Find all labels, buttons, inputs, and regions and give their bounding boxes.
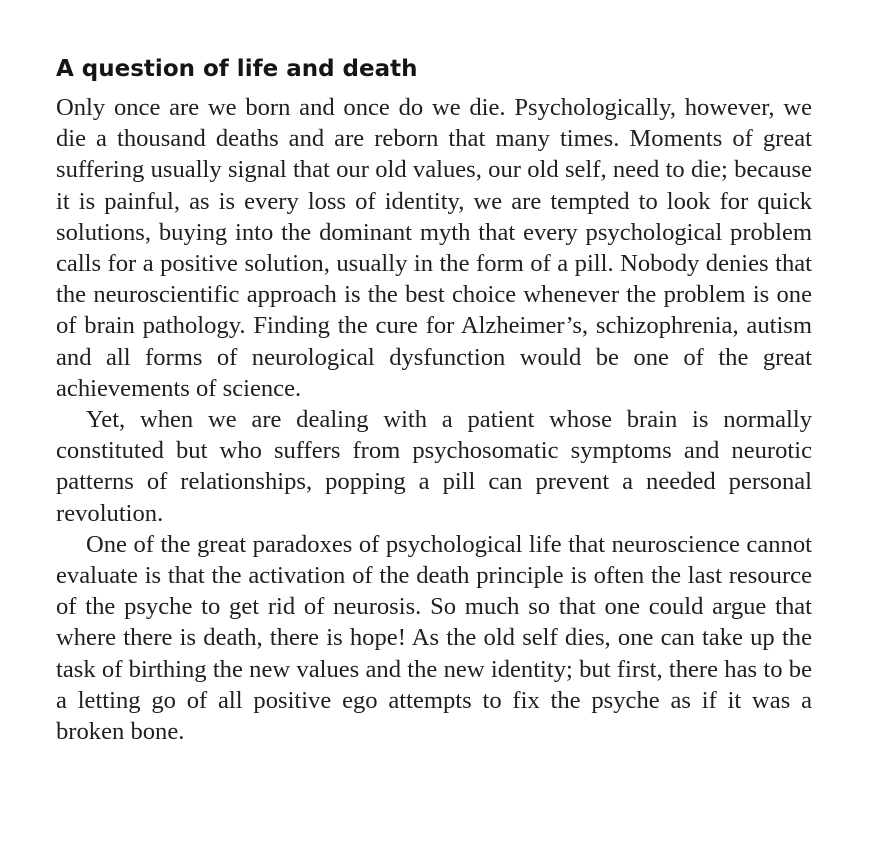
paragraph-3: One of the great paradoxes of psychological life that neuroscience cannot evaluate is that the activation of the death principle is often the last resource of the psyche to get rid of neurosis. So much so that one could argue that where there is death, there is hope! As the old self dies, one can take up the task of birthing the new values and the new identity; but first, there has to be a letting go of all positive ego attempts to fix the psyche as if it was a broken bone.: [56, 530, 812, 746]
document-page: [56, 52, 812, 747]
section-heading: A question of life and death: [56, 56, 418, 82]
paragraph-1: Only once are we born and once do we die. Psychologically, however, we die a thousand deaths and are reborn that many times. Moments of great suffering usually signal that our old values, our old self, need to die; because it is painful, as is every loss of identity, we are tempted to look for quick solutions, buying into the dominant myth that every psychological problem calls for a positive solution, usually in the form of a pill. Nobody denies that the neuroscientific approach is the best choice whenever the problem is one of brain pathology. Finding the cure for Alzheimer’s, schizophrenia, autism and all forms of neurological dysfunction would be one of the great achievements of science.: [56, 94, 812, 402]
paragraph-2: Yet, when we are dealing with a patient whose brain is normally constituted but who suffers from psychosomatic symptoms and neurotic patterns of relationships, popping a pill can prevent a needed personal revolution.: [56, 406, 812, 527]
cut-off-text-line: [90, 799, 810, 807]
